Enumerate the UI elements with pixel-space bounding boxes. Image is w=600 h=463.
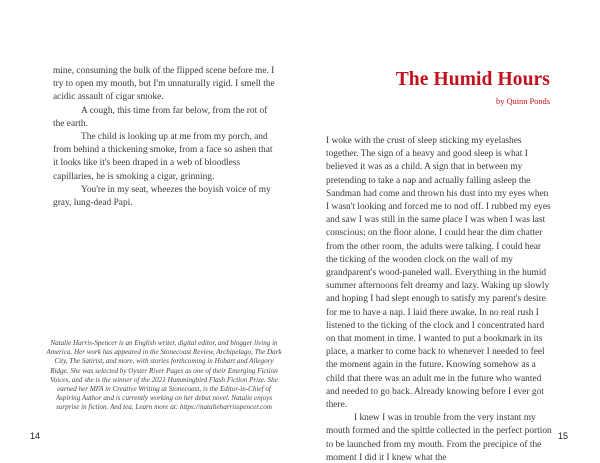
right-paragraph-1: I woke with the crust of sleep sticking my eyelashes together. The sign of a heavy and good sleep is what I believed it was as a child. A sign that in between my pretending to take a nap and actually falling asleep the Sandman had come and thrown his dust into my eyes when I wasn't looking and forced me to nod off. I rubbed my eyes and saw I was still in the same place I was when I was last conscious; on the floor alone. I could hear the dim chatter from the other room, the adults were talking. I could hear the ticking of the wooden clock on the wall of my grandparent's wood-paneled wall. Everything in the humid summer afternoons felt dreamy and lazy. Waking up slowly and hoping I had slept enough to satisfy my parent's desire for me to have a nap. I laid there awake. In no real rush I listened to the ticking of the clock and I concentrated hard on that moment in time. I wanted to put a bookmark in its place, a marker to come back to whenever I needed to feel the moment again in the future. Knowing somehow as a child that there was an adult me in the future who wanted and needed to go back. Already knowing before I ever got there.	[326, 136, 551, 411]
story-title: The Humid Hours	[395, 69, 550, 90]
right-page-body	[326, 135, 552, 463]
author-bio: Natalie Harris-Spencer is an English writer, digital editor, and blogger living in America. Her work has appeared in the Stonecoast Review, Archipelago, The Dark City, The Satirist, and more, with stories forthcoming in Hobart and Allegory Ridge. She was selected by Oyster River Pages as one of their Emerging Fiction Voices, and she is the winner of the 2021 Hummingbird Flash Fiction Prize. She earned her MFA in Creative Writing at Stonecoast, is the Editor-in-Chief of Aspiring Author and is currently working on her debut novel. Natalie enjoys surprise in fiction. And tea. Learn more at: https://natalieharrisspencer.com	[46, 339, 282, 412]
page-number-left: 14	[30, 431, 41, 441]
left-paragraph-2: A cough, this time from far below, from the rot of the earth.	[53, 105, 268, 129]
left-paragraph-1: mine, consuming the bulk of the flipped scene before me. I try to open my mouth, but I'm unnaturally rigid. I smell the acidic assault of cigar smoke.	[53, 66, 275, 103]
left-page-body	[53, 65, 275, 210]
right-page	[300, 0, 600, 463]
right-paragraph-2: I knew I was in trouble from the very instant my mouth formed and the spittle collected in the perfect portion to be launched from my mouth. From the precipice of the moment I did it I knew what the	[326, 413, 552, 463]
left-paragraph-4: You're in my seat, wheezes the boyish voice of my gray, lung-dead Papi.	[53, 184, 271, 209]
story-byline: by Quinn Ponds	[496, 97, 550, 106]
left-paragraph-3: The child is looking up at me from my porch, and from behind a thickening smoke, from a face so ashen that it looks like it's been draped in a web of bloodless capillaries, he is smoking a cigar, grinning.	[53, 132, 273, 182]
page-number-right: 15	[557, 431, 568, 441]
